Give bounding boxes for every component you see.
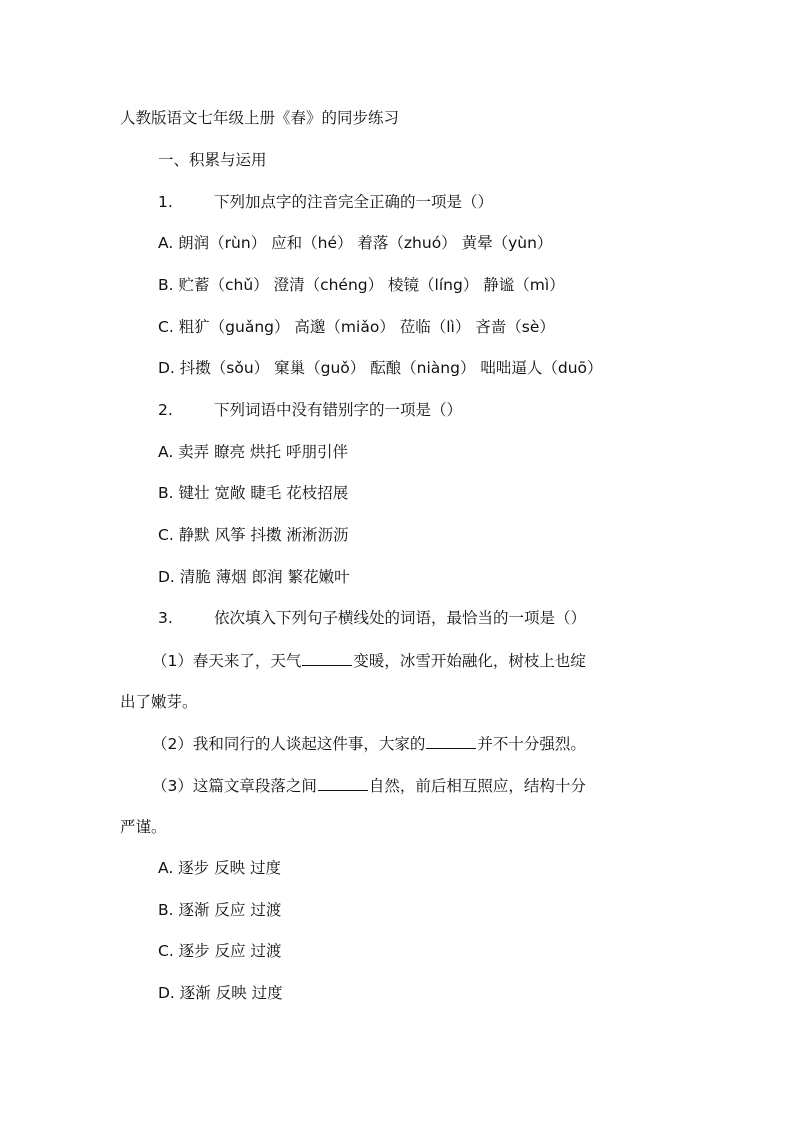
question-number: 3. bbox=[158, 609, 173, 627]
q3-sentence-2 bbox=[152, 732, 712, 755]
q2-option-b: B. 键壮 宽敞 睫毛 花枝招展 bbox=[158, 484, 349, 502]
document-title: 人教版语文七年级上册《春》的同步练习 bbox=[120, 109, 400, 127]
q2-option-d: D. 清脆 薄烟 郎润 繁花嫩叶 bbox=[158, 568, 350, 586]
fill-blank bbox=[302, 649, 352, 666]
question-text: 下列加点字的注音完全正确的一项是（） bbox=[214, 193, 494, 211]
q3-option-a: A. 逐步 反映 过度 bbox=[158, 859, 282, 877]
sentence-text: 并不十分强烈。 bbox=[477, 735, 586, 753]
question-3 bbox=[158, 607, 718, 629]
fill-blank bbox=[426, 732, 476, 749]
question-2 bbox=[158, 399, 718, 421]
sentence-text: （3）这篇文章段落之间 bbox=[152, 777, 317, 795]
question-number: 2. bbox=[158, 401, 173, 419]
q1-option-a: A. 朗润（rùn） 应和（hé） 着落（zhuó） 黄晕（yùn） bbox=[158, 234, 553, 252]
q3-sentence-3-cont: 严谨。 bbox=[120, 818, 167, 836]
question-text: 下列词语中没有错别字的一项是（） bbox=[214, 401, 463, 419]
question-text: 依次填入下列句子横线处的词语，最恰当的一项是（） bbox=[214, 609, 587, 627]
q1-option-b: B. 贮蓄（chǔ） 澄清（chéng） 棱镜（líng） 静谧（mì） bbox=[158, 276, 565, 294]
q3-option-d: D. 逐渐 反映 过度 bbox=[158, 984, 283, 1002]
sentence-text: 变暖，冰雪开始融化，树枝上也绽 bbox=[353, 652, 586, 670]
q3-sentence-1 bbox=[152, 649, 712, 672]
sentence-text: （1）春天来了，天气 bbox=[152, 652, 302, 670]
q1-option-c: C. 粗犷（guǎng） 高邈（miǎo） 莅临（lì） 吝啬（sè） bbox=[158, 318, 555, 336]
fill-blank bbox=[318, 774, 368, 791]
q2-option-c: C. 静默 风筝 抖擞 淅淅沥沥 bbox=[158, 526, 349, 544]
sentence-text: （2）我和同行的人谈起这件事，大家的 bbox=[152, 735, 426, 753]
q3-option-c: C. 逐步 反应 过渡 bbox=[158, 942, 282, 960]
q3-sentence-3 bbox=[152, 774, 712, 797]
q3-option-b: B. 逐渐 反应 过渡 bbox=[158, 901, 282, 919]
q1-option-d: D. 抖擞（sǒu） 窠巢（guǒ） 酝酿（niàng） 咄咄逼人（duō） bbox=[158, 359, 603, 377]
q2-option-a: A. 卖弄 瞭亮 烘托 呼朋引伴 bbox=[158, 443, 348, 461]
question-1 bbox=[158, 191, 718, 213]
sentence-text: 自然，前后相互照应，结构十分 bbox=[368, 777, 586, 795]
question-number: 1. bbox=[158, 193, 173, 211]
section-heading: 一、积累与运用 bbox=[158, 151, 267, 169]
q3-sentence-1-cont: 出了嫩芽。 bbox=[120, 693, 198, 711]
